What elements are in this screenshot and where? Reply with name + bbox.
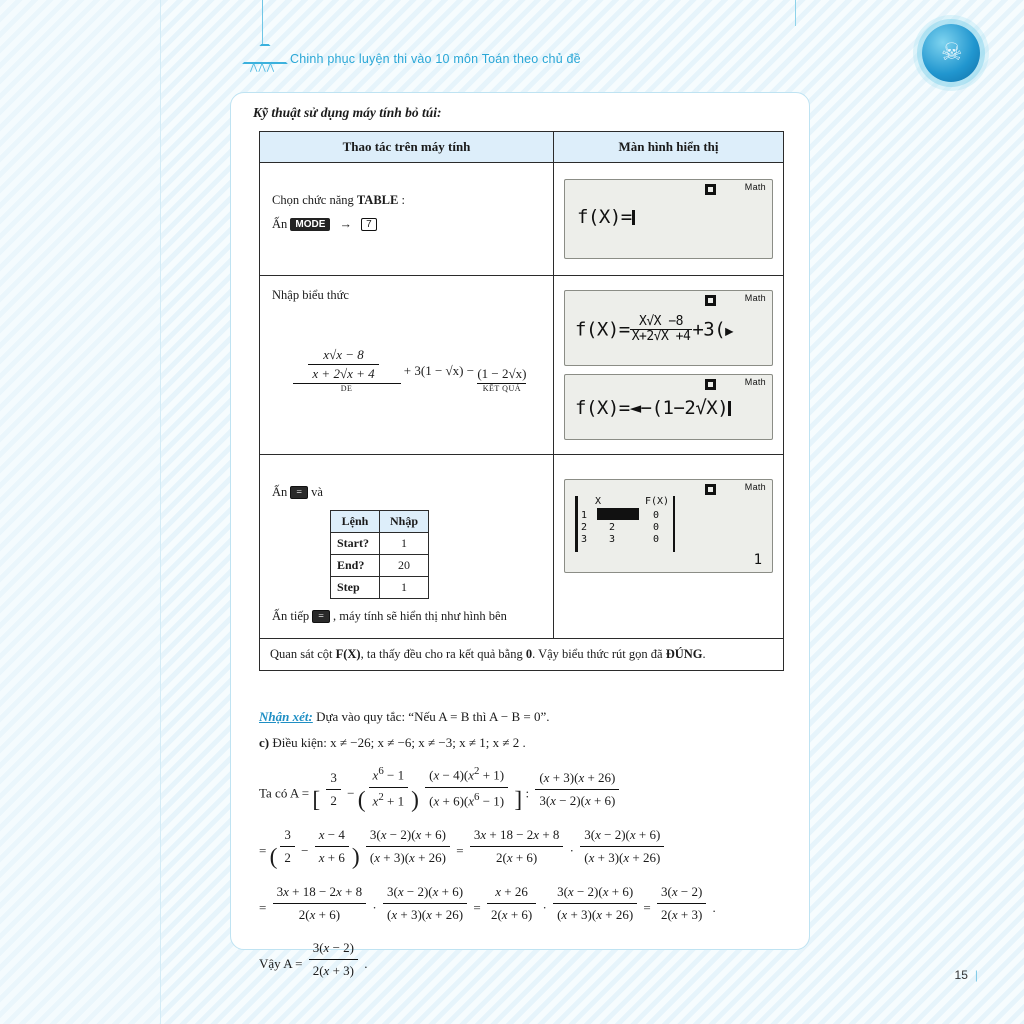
calc-screen2-tail: +3( bbox=[692, 318, 726, 341]
table-settings bbox=[330, 510, 429, 599]
mini-label-end: End? bbox=[331, 555, 380, 577]
table-header-display: Màn hình hiển thị bbox=[554, 132, 784, 163]
expression-fraction bbox=[308, 347, 378, 382]
mini-label-step: Step bbox=[331, 577, 380, 599]
table-row bbox=[331, 533, 429, 555]
arrow-icon: → bbox=[339, 217, 353, 231]
expr-right: (1 − 2√x) bbox=[477, 366, 527, 381]
row2-instructions bbox=[260, 276, 554, 455]
calculator-screen-3 bbox=[564, 374, 773, 440]
section-title: Kỹ thuật sử dụng máy tính bỏ túi: bbox=[253, 105, 442, 120]
key-7-icon: 7 bbox=[361, 218, 377, 231]
expr-label-ketqua: KẾT QUẢ bbox=[477, 383, 526, 393]
calc-x-3: 3 bbox=[581, 534, 588, 545]
table-row bbox=[260, 163, 784, 276]
calc-f-3: 0 bbox=[653, 534, 660, 545]
calc-x2-row: 2 bbox=[609, 522, 616, 533]
note-text: Dựa vào quy tắc: “Nếu A = B thì A − B = 0”. bbox=[312, 709, 550, 724]
calc-screen1-text: f(X)= bbox=[577, 206, 632, 228]
mini-value-start: 1 bbox=[380, 533, 429, 555]
row1-instructions bbox=[260, 163, 554, 276]
calc-f-1: 0 bbox=[653, 510, 660, 521]
row2-expression bbox=[272, 347, 541, 395]
part-c-label: c) bbox=[259, 735, 270, 751]
mini-header-command: Lệnh bbox=[331, 511, 380, 533]
table-row bbox=[331, 577, 429, 599]
mini-header-input: Nhập bbox=[380, 511, 429, 533]
conclusion-dung: ĐÚNG bbox=[665, 647, 703, 661]
row3-next-label: Ấn tiếp bbox=[272, 609, 313, 623]
mini-label-start: Start? bbox=[331, 533, 380, 555]
row1-text-pre: Chọn chức năng bbox=[272, 193, 357, 207]
condition-line bbox=[259, 733, 789, 753]
note-label: Nhận xét: bbox=[259, 709, 313, 724]
conclusion-end: . bbox=[702, 647, 706, 661]
table-row bbox=[260, 276, 784, 455]
calc-screen2-prefix: f(X)= bbox=[575, 318, 630, 341]
calc-corner-value: 1 bbox=[753, 552, 762, 568]
expr-label-de: DE bbox=[293, 383, 401, 393]
page-header bbox=[240, 40, 860, 86]
calc-f-2: 0 bbox=[653, 522, 660, 533]
calc-col-x: X bbox=[595, 496, 602, 507]
calc-x-1: 1 bbox=[581, 510, 588, 521]
row2-title: Nhập biểu thức bbox=[272, 288, 349, 302]
table-row bbox=[331, 511, 429, 533]
page-number-value: 15 bbox=[954, 968, 968, 982]
row2-display bbox=[554, 276, 784, 455]
equation-line-2: = ( $\frac{3}{2}$ − $\frac{x - 4}{x + 6}$ ) $\frac{3(x - 2)(x + 6)}{(x + 3)(x + 26)}$ = $\frac{3x + 18 - 2x + 8}{2(x + 6)}$ · $\frac{3(x - 2)(x + 6)}{(x + 3)(x + 26)}$ bbox=[259, 825, 789, 875]
key-equals-icon: = bbox=[312, 610, 330, 623]
conclusion-fx: F(X) bbox=[335, 647, 361, 661]
row3-next-post: , máy tính sẽ hiển thị như hình bên bbox=[329, 609, 507, 623]
lamp-icon: ⋀⋀⋀ bbox=[240, 0, 286, 72]
row3-press-label: Ấn bbox=[272, 485, 291, 499]
table-conclusion bbox=[260, 639, 784, 671]
decorative-cord bbox=[795, 0, 796, 26]
calc-x3-row: 3 bbox=[609, 534, 616, 545]
row1-display bbox=[554, 163, 784, 276]
body-text bbox=[259, 707, 789, 988]
conclusion-mid2: . Vậy biểu thức rút gọn đã bbox=[532, 647, 666, 661]
expr-numerator: x√x − 8 bbox=[323, 347, 364, 362]
calc-mode-label: Math bbox=[744, 182, 766, 192]
table-row bbox=[260, 639, 784, 671]
table-header-row bbox=[260, 132, 784, 163]
calculator-screen-1 bbox=[564, 179, 773, 259]
mini-value-end: 20 bbox=[380, 555, 429, 577]
row3-press-post: và bbox=[308, 485, 323, 499]
eq1-prefix: Ta có A = bbox=[259, 785, 310, 801]
table-header-operations: Thao tác trên máy tính bbox=[260, 132, 554, 163]
key-equals-icon: = bbox=[290, 486, 308, 499]
trophy-badge-icon: ☠ bbox=[922, 24, 980, 82]
row1-press-label: Ấn bbox=[272, 217, 291, 231]
note-line bbox=[259, 707, 789, 727]
expr-middle: + 3(1 − √x) − bbox=[403, 363, 475, 378]
expr-denominator: x + 2√x + 4 bbox=[312, 366, 375, 381]
key-mode-icon: MODE bbox=[290, 218, 330, 231]
header-title: Chinh phục luyện thi vào 10 môn Toán theo chủ đề bbox=[290, 52, 581, 66]
row1-table-mode: TABLE bbox=[356, 193, 399, 207]
equation-line-1: Ta có A = [ $\frac{3}{2}$ − ( $\frac{x^6 - 1}{x^2 + 1}$ ) $\frac{(x - 4)(x^2 + 1)}{(x + 6)(x^6 - 1)}$ ] : $\frac{(x + 3)(x + 26)}{3(x - 2)(x + 6)}$ bbox=[259, 763, 789, 818]
page-number: 15 | bbox=[954, 968, 978, 982]
conclusion-pre: Quan sát cột bbox=[270, 647, 336, 661]
final-prefix: Vậy A = bbox=[259, 955, 303, 971]
table-row bbox=[331, 555, 429, 577]
calc-x-2: 2 bbox=[581, 522, 588, 533]
equation-line-final: Vậy A = $\frac{3(x - 2)}{2(x + 3)}$ . bbox=[259, 939, 368, 978]
part-c-condition: Điều kiện: x ≠ −26; x ≠ −6; x ≠ −3; x ≠ 1; x ≠ 2 . bbox=[269, 735, 526, 751]
content-panel bbox=[230, 92, 810, 978]
calc-screen2-den: X+2√X +4 bbox=[631, 328, 691, 344]
equation-line-3: = $\frac{3x + 18 - 2x + 8}{2(x + 6)}$ · $\frac{3(x - 2)(x + 6)}{(x + 3)(x + 26)}$ = $\frac{x + 26}{2(x + 6)}$ · $\frac{3(x - 2)(x + 6)}{(x + 3)(x + 26)}$ = $\frac{3(x - 2)}{2(x + 3)}$ . bbox=[259, 884, 716, 923]
mini-value-step: 1 bbox=[380, 577, 429, 599]
row3-display bbox=[554, 455, 784, 639]
table-row bbox=[260, 455, 784, 639]
row1-text-post: : bbox=[398, 193, 405, 207]
calc-mode-label: Math bbox=[744, 482, 766, 492]
row3-instructions bbox=[260, 455, 554, 639]
calc-screen2-num: X√X −8 bbox=[630, 315, 693, 330]
calc-col-fx: F(X) bbox=[645, 496, 670, 507]
conclusion-mid: , ta thấy đều cho ra kết quả bằng bbox=[360, 647, 526, 661]
calc-screen3-text: f(X)=◄−(1−2√X) bbox=[575, 397, 729, 419]
calculator-screen-4 bbox=[564, 479, 773, 573]
calculator-steps-table bbox=[259, 131, 784, 671]
calc-mode-label: Math bbox=[744, 293, 766, 303]
conclusion-zero: 0 bbox=[525, 647, 533, 661]
calc-mode-label: Math bbox=[744, 377, 766, 387]
calculator-screen-2: Math f(X)= $\frac{X√X -8}{X+2√X +4}$ +3(▶ bbox=[564, 290, 773, 366]
